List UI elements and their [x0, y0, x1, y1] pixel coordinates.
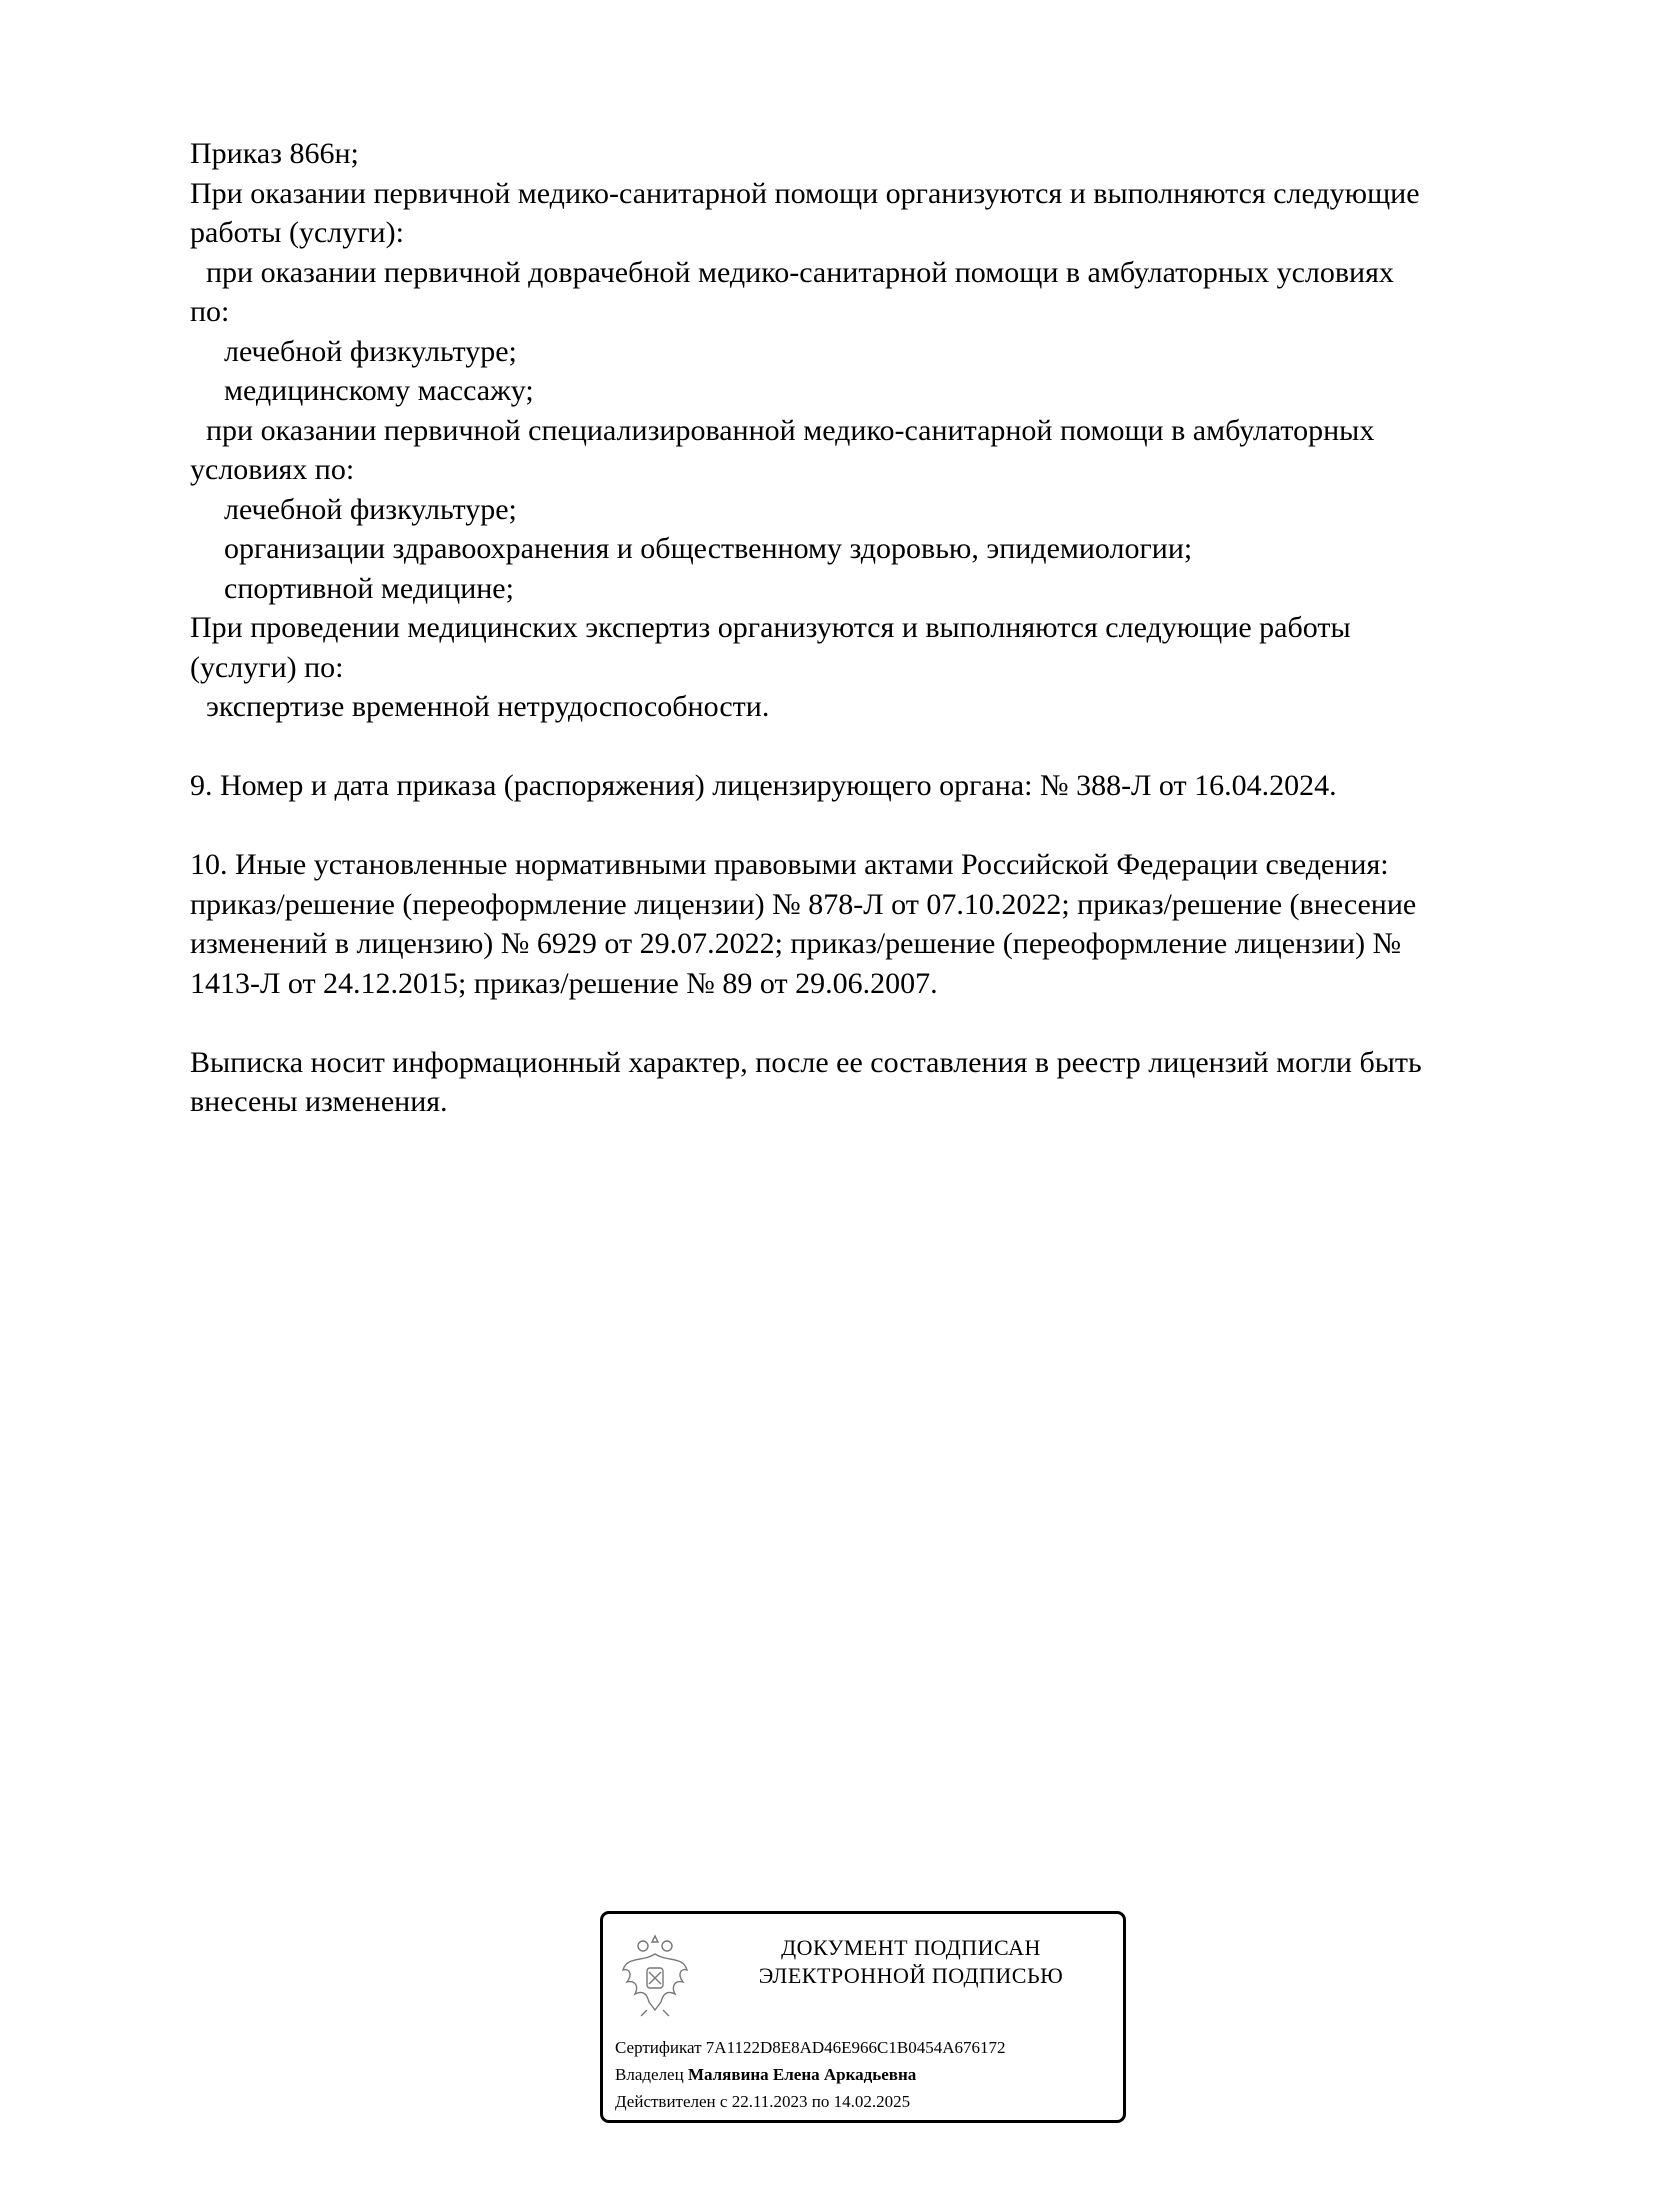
- item-10-line: изменений в лицензию) № 6929 от 29.07.2022; приказ/решение (переоформление лицензии) №: [190, 927, 1402, 960]
- text-line: по:: [190, 295, 230, 328]
- disclaimer-line: внесены изменения.: [190, 1085, 448, 1118]
- text-line: экспертизе временной нетрудоспособности.: [206, 690, 770, 723]
- text-line: организации здравоохранения и общественному здоровью, эпидемиологии;: [224, 532, 1193, 565]
- stamp-details: [615, 2034, 1125, 2115]
- validity-row: Действителен с 22.11.2023 по 14.02.2025: [615, 2092, 911, 2111]
- paragraph-gap: [190, 806, 1570, 846]
- owner-label: Владелец: [615, 2065, 684, 2084]
- text-line: работы (услуги):: [190, 216, 404, 249]
- text-line: При оказании первичной медико-санитарной помощи организуются и выполняются следующие: [190, 176, 1420, 210]
- text-line: при оказании первичной доврачебной медико-санитарной помощи в амбулаторных условиях: [206, 255, 1394, 289]
- item-9-order: 9. Номер и дата приказа (распоряжения) лицензирующего органа: № 388-Л от 16.04.2024.: [190, 769, 1337, 802]
- text-line: лечебной физкультуре;: [224, 334, 517, 368]
- text-line: лечебной физкультуре;: [224, 492, 517, 526]
- text-line: спортивной медицине;: [224, 571, 514, 605]
- stamp-title-line: ЭЛЕКТРОННОЙ ПОДПИСЬЮ: [758, 1963, 1064, 1988]
- electronic-signature-stamp: [600, 1911, 1126, 2123]
- document-body: [190, 134, 1570, 1122]
- owner-name: Малявина Елена Аркадьевна: [687, 2065, 917, 2084]
- stamp-title-line: ДОКУМЕНТ ПОДПИСАН: [781, 1935, 1041, 1960]
- paragraph-gap: [190, 727, 1570, 767]
- text-line: условиях по:: [190, 453, 355, 486]
- item-10-line: 10. Иные установленные нормативными правовыми актами Российской Федерации сведения:: [190, 848, 1389, 881]
- certificate-row: [615, 2034, 1125, 2061]
- coat-of-arms-icon: [619, 1932, 691, 2018]
- paragraph-gap: [190, 1003, 1570, 1043]
- certificate-value: 7A1122D8E8AD46E966C1B0454A676172: [705, 2038, 1006, 2057]
- stamp-title: [711, 1934, 1111, 1990]
- disclaimer-line: Выписка носит информационный характер, после ее составления в реестр лицензий могли быть: [190, 1045, 1422, 1079]
- certificate-label: Сертификат: [615, 2038, 702, 2057]
- text-line: При проведении медицинских экспертиз организуются и выполняются следующие работы: [190, 611, 1351, 644]
- text-line: медицинскому массажу;: [224, 374, 534, 407]
- item-10-line: приказ/решение (переоформление лицензии) № 878-Л от 07.10.2022; приказ/решение (внесение: [190, 887, 1417, 921]
- owner-row: [615, 2061, 1125, 2088]
- text-line: Приказ 866н;: [190, 137, 359, 170]
- text-line: при оказании первичной специализированной медико-санитарной помощи в амбулаторных: [206, 413, 1375, 447]
- item-10-line: 1413-Л от 24.12.2015; приказ/решение № 89 от 29.06.2007.: [190, 966, 938, 1000]
- text-line: (услуги) по:: [190, 650, 344, 684]
